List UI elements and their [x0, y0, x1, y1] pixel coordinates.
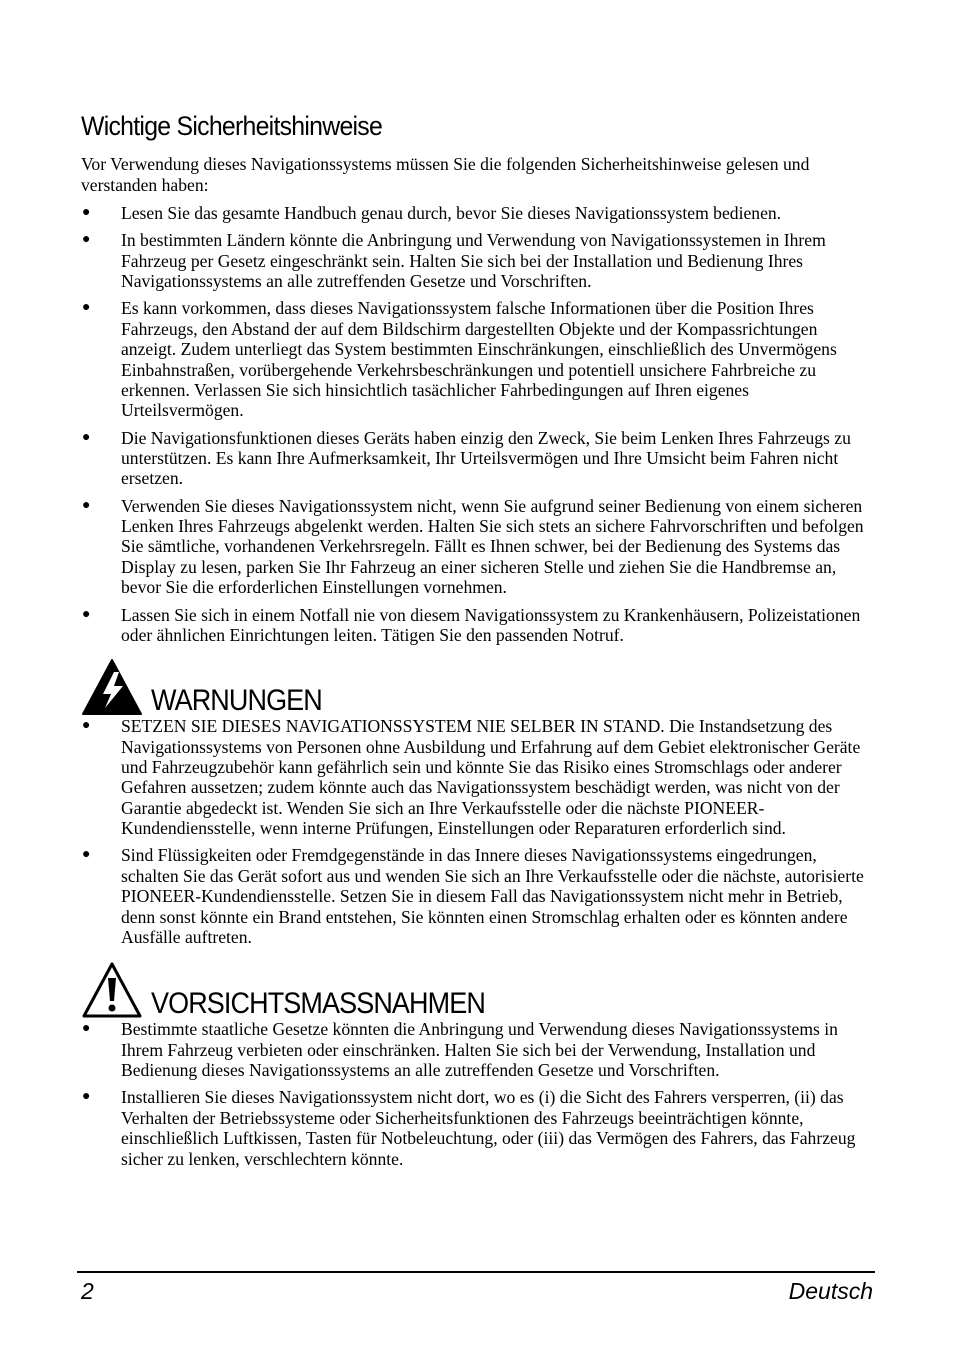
bullet-icon: ● [82, 847, 91, 863]
bullet-icon: ● [82, 718, 91, 734]
warnings-heading [81, 652, 873, 716]
safety-intro: Vor Verwendung dieses Navigationssystems müssen Sie die folgenden Sicherheitshinweise gelesen und verstanden haben: [81, 154, 810, 195]
page-content [81, 110, 873, 1176]
warnings-title: WARNUNGEN [151, 684, 322, 718]
page-number: 2 [81, 1278, 94, 1304]
bullet-icon: ● [82, 300, 91, 316]
list-item: ● SETZEN SIE DIESES NAVIGATIONSSYSTEM NIE SELBER IN STAND. Die Instandsetzung des Navigationssystems von Personen ohne Ausbildung und Erfahrung auf dem Gebiet elektronischer Geräte und Fahrzeugzubehör kann gefährlich sein und könnte Sie das Risiko eines Stromschlags oder anderer Gefahren aussetzen; zudem könnte auch das Navigationssystem beschädigt werden, was nicht von der Garantie abgedeckt ist. Wenden Sie sich an Ihre Verkaufsstelle oder die nächste PIONEER-Kundendiensstelle, wenn interne Prüfungen, Einstellungen oder Reparaturen erforderlich sind. [82, 716, 861, 839]
bullet-icon: ● [82, 1021, 91, 1037]
list-item: ● Die Navigationsfunktionen dieses Geräts haben einzig den Zweck, Sie beim Lenken Ihres Fahrzeugs zu unterstützen. Es kann Ihre Aufmerksamkeit, Ihr Urteilsvermögen und Ihre Umsicht beim Fahren nicht ersetzen. [82, 427, 851, 489]
cautions-title: VORSICHTSMASSNAHMEN [151, 987, 485, 1021]
safety-title: Wichtige Sicherheitshinweise [81, 111, 383, 141]
footer-language: Deutsch [788, 1278, 873, 1304]
cautions-list [81, 1019, 873, 1169]
list-item: ● In bestimmten Ländern könnte die Anbringung und Verwendung von Navigationssystemen in Ihrem Fahrzeug per Gesetz eingeschränkt sein. Halten Sie sich bei der Installation und Bedienung Ihres Navigationssystems an alle zutreffenden Gesetze und Vorschriften. [82, 230, 826, 292]
list-item: ● Installieren Sie dieses Navigationssystem nicht dort, wo es (i) die Sicht des Fahrers versperren, (ii) das Verhalten der Betriebssysteme oder Sicherheitsfunktionen des Fahrzeugs beeinträchtigen könnte, einschließlich Luftkissen, Tasten für Notbeleuchtung, oder (iii) das Vermögen des Fahrers, das Fahrzeug sicher zu lenken, verschlechtern könnte. [82, 1087, 856, 1169]
list-item: ● Lassen Sie sich in einem Notfall nie von diesem Navigationssystem zu Krankenhäusern, Polizeistationen oder ähnlichen Einrichtungen leiten. Tätigen Sie den passenden Notruf. [82, 604, 861, 645]
bullet-icon: ● [82, 1089, 91, 1105]
lightning-warning-icon [81, 658, 143, 716]
bullet-icon: ● [82, 205, 91, 221]
list-item: ● Es kann vorkommen, dass dieses Navigationssystem falsche Informationen über die Position Ihres Fahrzeugs, den Abstand der auf dem Bildschirm dargestellten Objekte und der Kompassrichtungen anzeigt. Zudem unterliegt das System bestimmten Einschränkungen, einschließlich des Unvermögens Einbahnstraßen, vorübergehende Verkehrsbeschränkungen und potentiell unsichere Fahrbreiche zu erkennen. Verlassen Sie sich hinsichtlich tasächlicher Fahrbedingungen auf Ihren eigenes Urteilsvermögen. [82, 298, 837, 421]
exclamation-caution-icon [81, 961, 143, 1019]
bullet-icon: ● [82, 232, 91, 248]
cautions-heading [81, 955, 873, 1019]
page-footer [77, 1271, 875, 1305]
list-item: ● Lesen Sie das gesamte Handbuch genau durch, bevor Sie dieses Navigationssystem bedienen. [82, 203, 782, 224]
bullet-icon: ● [82, 606, 91, 622]
bullet-icon: ● [82, 497, 91, 513]
warnings-list [81, 716, 873, 947]
safety-list [81, 203, 873, 645]
list-item: ● Verwenden Sie dieses Navigationssystem nicht, wenn Sie aufgrund seiner Bedienung von einem sicheren Lenken Ihres Fahrzeugs abgelenkt werden. Halten Sie sich stets an sichere Fahrvorschriften und befolgen Sie sämtliche, vorhandenen Verkehrsregeln. Fällt es Ihnen schwer, bei der Bedienung des Systems das Display zu lesen, parken Sie Ihr Fahrzeug an einer sicheren Stelle und ziehen Sie die Handbremse an, bevor Sie die erforderlichen Einstellungen vornehmen. [82, 495, 864, 598]
list-item: ● Bestimmte staatliche Gesetze könnten die Anbringung und Verwendung dieses Navigationssystems in Ihrem Fahrzeug verbieten oder einschränken. Halten Sie sich bei der Verwendung, Installation und Bedienung dieses Navigationssystems an alle zutreffenden Gesetze und Vorschriften. [82, 1019, 838, 1081]
bullet-icon: ● [82, 429, 91, 445]
list-item: ● Sind Flüssigkeiten oder Fremdgegenstände in das Innere dieses Navigationssystems eingedrungen, schalten Sie das Gerät sofort aus und wenden Sie sich an Ihre Verkaufsstelle oder die nächste, autorisierte PIONEER-Kundendiensstelle. Setzen Sie in diesem Fall das Navigationssystem nicht mehr in Betrieb, denn sonst könnte ein Brand entstehen, Sie könnten einen Stromschlag erhalten oder es könnten andere Ausfälle auftreten. [82, 845, 864, 947]
